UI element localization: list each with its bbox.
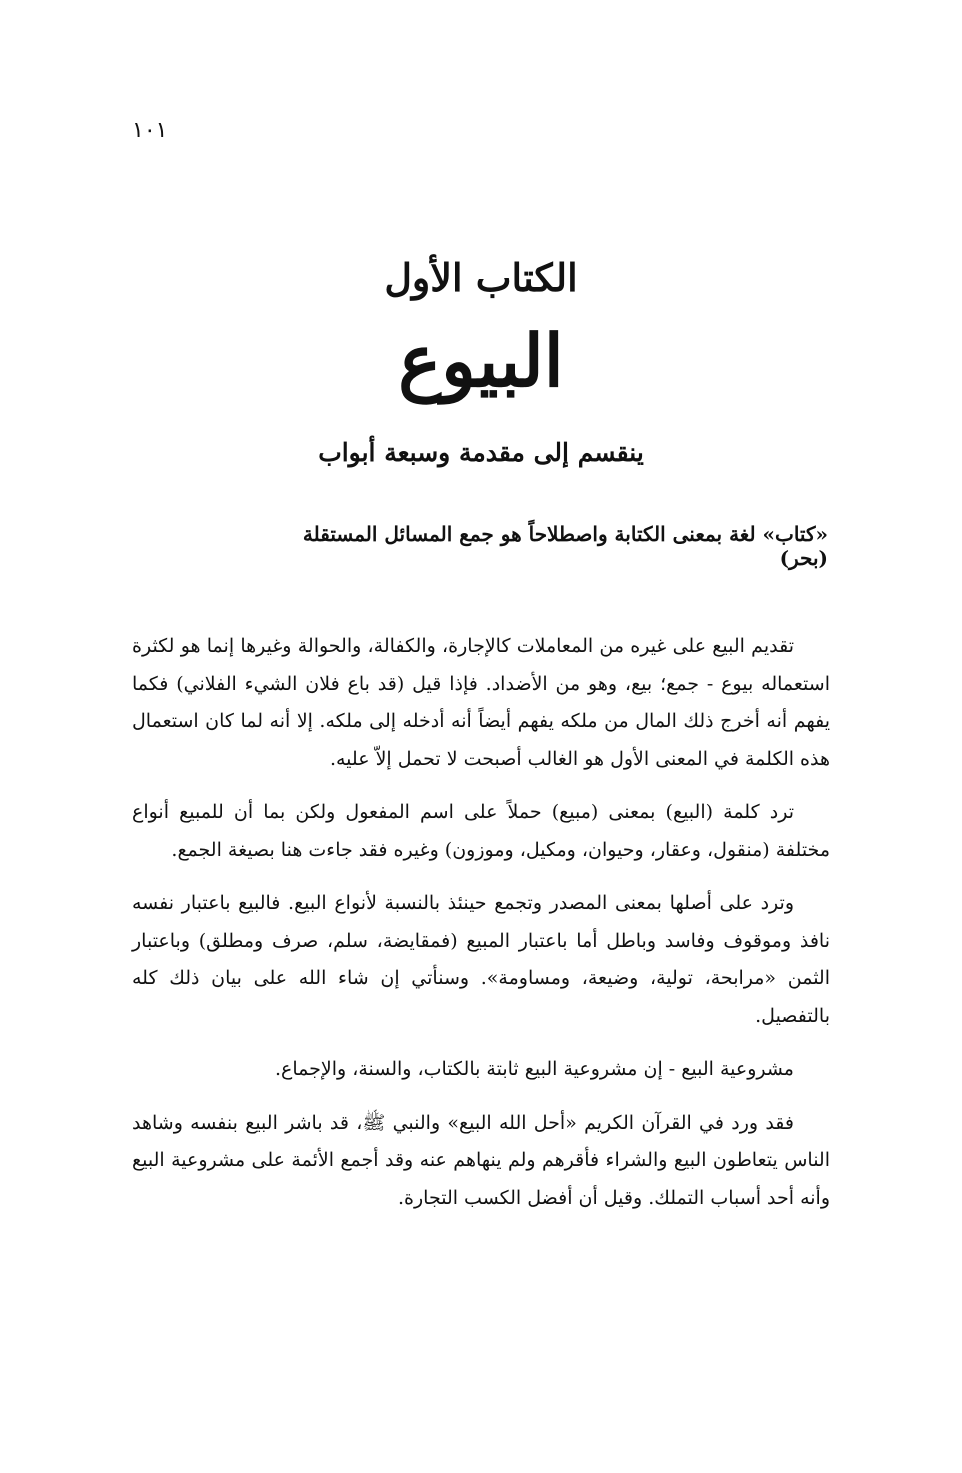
page-number: ١٠١ — [132, 118, 168, 143]
book-title: البيوع — [398, 318, 564, 403]
paragraph: وترد على أصلها بمعنى المصدر وتجمع حينئذ بالنسبة لأنواع البيع. فالبيع باعتبار نفسه نافذ وموقوف وفاسد وباطل أما باعتبار المبيع (فمقايضة، سلم، صرف ومطلق) وباعتبار الثمن «مرابحة، تولية، وضيعة، ومساومة». وسنأتي إن شاء الله على بيان ذلك كله بالتفصيل. — [132, 892, 830, 1027]
book-subtitle: ينقسم إلى مقدمة وسبعة أبواب — [318, 438, 644, 467]
paragraph: ترد كلمة (البيع) بمعنى (مبيع) حملاً على اسم المفعول ولكن بما أن للمبيع أنواع مختلفة (منقول، وعقار، وحيوان، ومكيل، وموزون) وغيره فقد جاءت هنا بصيغة الجمع. — [132, 801, 830, 861]
paragraph: فقد ورد في القرآن الكريم «أحل الله البيع» والنبي ﷺ، قد باشر البيع بنفسه وشاهد الناس يتعاطون البيع والشراء فأقرهم ولم ينهاهم عنه وقد أجمع الأئمة على مشروعية البيع وأنه أحد أسباب التملك. وقيل أن أفضل الكسب التجارة. — [132, 1111, 830, 1209]
body-text — [132, 628, 830, 1233]
definition-note: «كتاب» لغة بمعنى الكتابة واصطلاحاً هو جمع المسائل المستقلة (بحر) — [302, 522, 828, 570]
paragraph: تقديم البيع على غيره من المعاملات كالإجارة، والكفالة، والحوالة وغيرها إنما هو لكثرة استعماله بيوع - جمع؛ بيع، وهو من الأضداد. فإذا قيل (قد باع فلان الشيء الفلاني) فكما يفهم أنه أخرج ذلك المال من ملكه يفهم أيضاً أنه أدخله إلى ملكه. إلا أنه لما كان استعمال هذه الكلمة في المعنى الأول هو الغالب أصبحت لا تحمل إلاّ عليه. — [132, 635, 830, 770]
paragraph: مشروعية البيع - إن مشروعية البيع ثابتة بالكتاب، والسنة، والإجماع. — [274, 1058, 794, 1080]
book-heading: الكتاب الأول — [384, 255, 578, 300]
